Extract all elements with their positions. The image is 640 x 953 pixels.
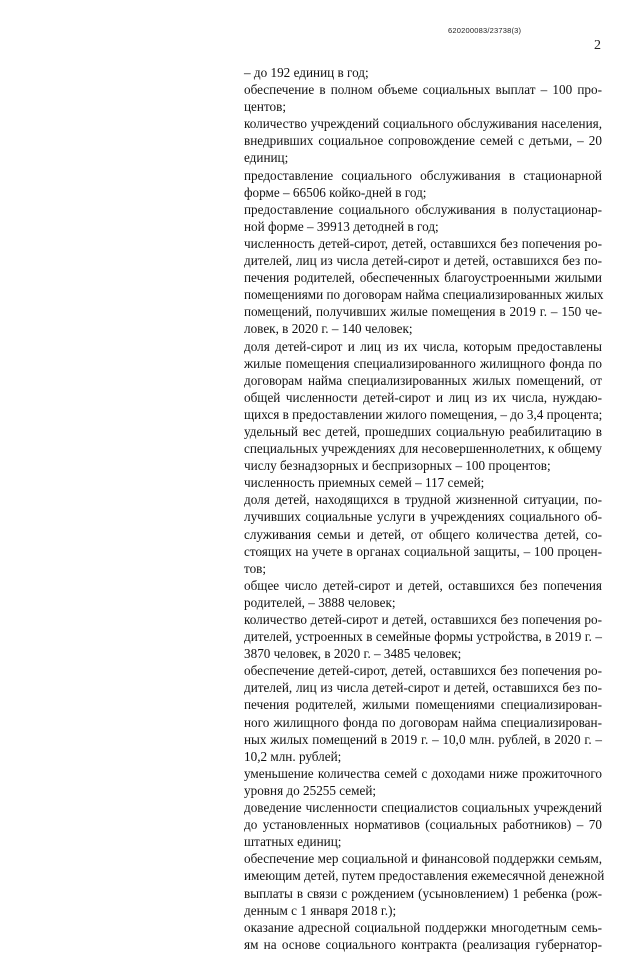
text-line: помещениями по договорам найма специализированных жилых: [244, 287, 604, 303]
text-line: общей численности детей-сирот и лиц из их числа, нуждаю-: [244, 389, 602, 405]
text-line: жилые помещения специализированного жилищного фонда по: [244, 355, 602, 371]
text-line: обеспечение детей-сирот, детей, оставшихся без попечения ро-: [244, 663, 602, 679]
text-line: единиц;: [244, 150, 289, 166]
document-body: [244, 64, 605, 953]
text-line: форме – 66506 койко-дней в год;: [244, 184, 427, 200]
text-line: служивания семьи и детей, от общего количества детей, со-: [244, 526, 602, 542]
text-line: имеющим детей, путем предоставления ежемесячной денежной: [244, 868, 605, 884]
text-line: количество детей-сирот и детей, оставшихся без попечения ро-: [244, 612, 602, 627]
text-line: внедривших социальное сопровождение семей с детьми, – 20: [244, 133, 602, 149]
text-line: дителей, лиц из числа детей-сирот и детей, оставшихся без по-: [244, 253, 602, 269]
document-code: 620200083/23738(3): [448, 26, 522, 35]
text-line: лучивших социальные услуги в учреждениях социального об-: [244, 509, 602, 525]
text-line: предоставление социального обслуживания в полустационар-: [244, 201, 602, 217]
text-line: доля детей-сирот и лиц из их числа, которым предоставлены: [244, 338, 602, 354]
text-line: предоставление социального обслуживания в стационарной: [244, 167, 602, 183]
text-line: денным с 1 января 2018 г.);: [244, 902, 397, 918]
text-line: числу безнадзорных и беспризорных – 100 процентов;: [244, 458, 551, 474]
text-line: центов;: [244, 99, 287, 115]
text-line: родителей, – 3888 человек;: [244, 594, 396, 610]
text-line: стоящих на учете в органах социальной защиты, – 100 процен-: [244, 543, 602, 559]
text-line: специальных учреждениях для несовершеннолетних, к общему: [244, 441, 602, 457]
text-line: уменьшение количества семей с доходами ниже прожиточного: [244, 765, 602, 781]
text-line: количество учреждений социального обслуживания населения,: [244, 116, 602, 132]
text-line: до установленных нормативов (социальных работников) – 70: [244, 817, 602, 833]
text-line: помещений, получивших жилые помещения в 2019 г. – 150 че-: [244, 304, 602, 320]
text-line: доведение численности специалистов социальных учреждений: [244, 800, 602, 816]
text-line: ям на основе социального контракта (реализация губернатор-: [244, 936, 602, 952]
text-line: уровня до 25255 семей;: [244, 782, 377, 798]
text-line: ных жилых помещений в 2019 г. – 10,0 млн. рублей, в 2020 г. –: [244, 731, 602, 747]
text-line: численность приемных семей – 117 семей;: [244, 475, 485, 491]
text-line: – до 192 единиц в год;: [244, 65, 369, 80]
page-number: 2: [594, 38, 601, 53]
text-line: обеспечение в полном объеме социальных выплат – 100 про-: [244, 82, 602, 98]
text-line: выплаты в связи с рождением (усыновлением) 1 ребенка (рож-: [244, 885, 602, 901]
text-line: дителей, устроенных в семейные формы устройства, в 2019 г. –: [244, 629, 602, 645]
text-line: щихся в предоставлении жилого помещения, – до 3,4 процента;: [244, 406, 603, 422]
text-line: штатных единиц;: [244, 834, 342, 850]
text-line: 10,2 млн. рублей;: [244, 748, 342, 764]
text-line: тов;: [244, 560, 267, 576]
text-line: оказание адресной социальной поддержки многодетным семь-: [244, 919, 602, 935]
text-line: дителей, лиц из числа детей-сирот и детей, оставшихся без по-: [244, 680, 602, 696]
text-line: доля детей, находящихся в трудной жизненной ситуации, по-: [244, 492, 602, 508]
text-line: ного жилищного фонда по договорам найма специализирован-: [244, 714, 602, 730]
text-line: ловек, в 2020 г. – 140 человек;: [244, 321, 413, 337]
text-line: численность детей-сирот, детей, оставшихся без попечения ро-: [244, 235, 602, 251]
text-line: печения родителей, жилыми помещениями специализирован-: [244, 697, 602, 713]
text-line: удельный вес детей, прошедших социальную реабилитацию в: [244, 423, 602, 439]
text-line: обеспечение мер социальной и финансовой поддержки семьям,: [244, 851, 602, 867]
text-line: 3870 человек, в 2020 г. – 3485 человек;: [244, 646, 462, 662]
text-line: ной форме – 39913 детодней в год;: [244, 218, 439, 234]
text-line: печения родителей, обеспеченных благоустроенными жилыми: [244, 270, 602, 286]
text-line: договорам найма специализированных жилых помещений, от: [244, 372, 602, 388]
text-line: общее число детей-сирот и детей, оставшихся без попечения: [244, 577, 602, 593]
